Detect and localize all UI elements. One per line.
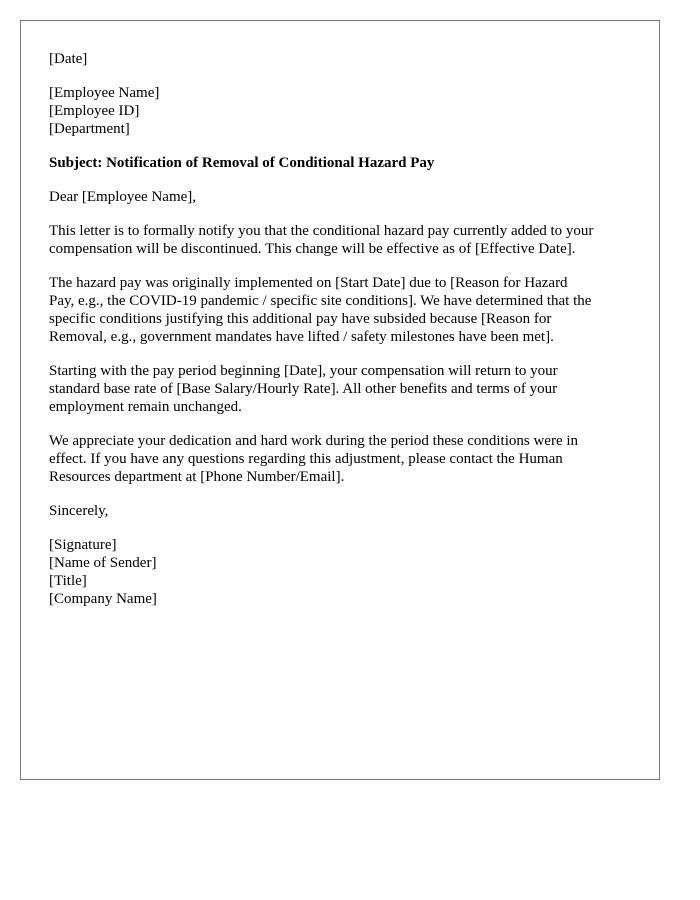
signature-placeholder: [Signature] (49, 537, 117, 553)
signature-block (49, 536, 631, 608)
paragraph-line: specific conditions justifying this additional pay have subsided because [Reason for (49, 311, 552, 327)
paragraph-line: Resources department at [Phone Number/Email]. (49, 469, 345, 485)
sender-name: [Name of Sender] (49, 555, 157, 571)
letter-page (20, 20, 660, 780)
letter-salutation: Dear [Employee Name], (49, 189, 197, 205)
company-name: [Company Name] (49, 591, 157, 607)
recipient-department: [Department] (49, 121, 130, 137)
recipient-block (49, 84, 631, 138)
paragraph-line: This letter is to formally notify you that the conditional hazard pay currently added to your (49, 223, 594, 239)
body-paragraph-notice (49, 222, 631, 258)
letter-date-block (49, 50, 631, 68)
sender-title: [Title] (49, 573, 87, 589)
body-paragraph-appreciation (49, 432, 631, 486)
paragraph-line: standard base rate of [Base Salary/Hourly Rate]. All other benefits and terms of your (49, 381, 558, 397)
paragraph-line: The hazard pay was originally implemented on [Start Date] due to [Reason for Hazard (49, 275, 568, 291)
letter-closing: Sincerely, (49, 503, 109, 519)
recipient-name: [Employee Name] (49, 85, 160, 101)
paragraph-line: employment remain unchanged. (49, 399, 242, 415)
body-paragraph-background (49, 274, 631, 346)
paragraph-line: effect. If you have any questions regarding this adjustment, please contact the Human (49, 451, 563, 467)
closing-block (49, 502, 631, 520)
salutation-block (49, 188, 631, 206)
paragraph-line: Removal, e.g., government mandates have lifted / safety milestones have been met]. (49, 329, 554, 345)
recipient-id: [Employee ID] (49, 103, 140, 119)
paragraph-line: compensation will be discontinued. This change will be effective as of [Effective Date]. (49, 241, 576, 257)
letter-date: [Date] (49, 51, 88, 67)
paragraph-line: We appreciate your dedication and hard work during the period these conditions were in (49, 433, 579, 449)
paragraph-line: Pay, e.g., the COVID-19 pandemic / specific site conditions]. We have determined that the (49, 293, 592, 309)
paragraph-line: Starting with the pay period beginning [Date], your compensation will return to your (49, 363, 558, 379)
letter-subject: Subject: Notification of Removal of Conditional Hazard Pay (49, 155, 435, 171)
body-paragraph-compensation (49, 362, 631, 416)
subject-block (49, 154, 631, 172)
